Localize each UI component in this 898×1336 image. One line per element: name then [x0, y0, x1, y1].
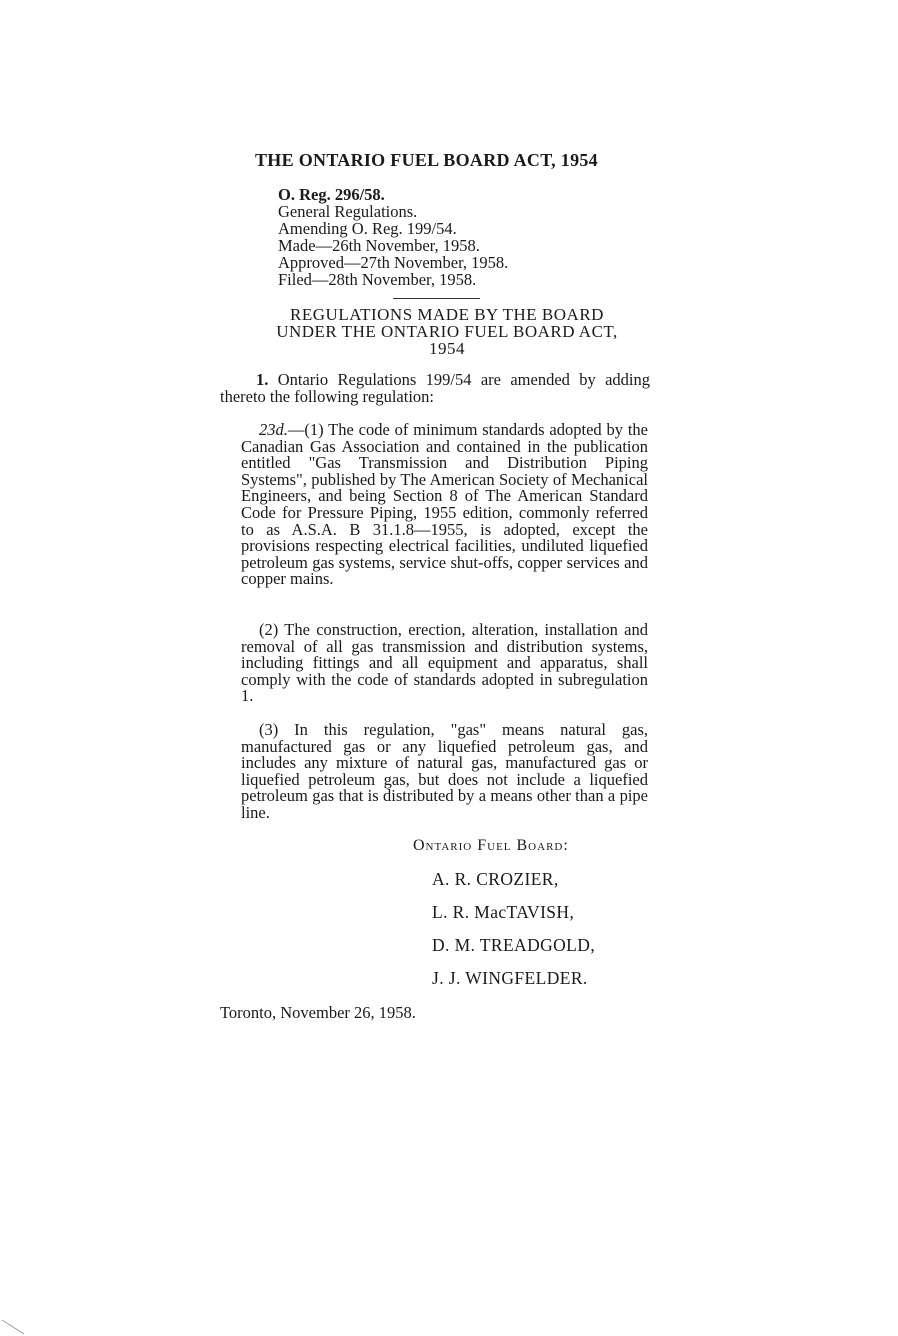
regulation-metadata: [278, 186, 508, 288]
meta-line: Made—26th November, 1958.: [278, 236, 480, 255]
signer-name: A. R. CROZIER,: [432, 869, 559, 889]
signature-block: [432, 869, 595, 1001]
act-title: THE ONTARIO FUEL BOARD ACT, 1954: [255, 150, 598, 170]
meta-line: Filed—28th November, 1958.: [278, 270, 477, 289]
heading-line: UNDER THE ONTARIO FUEL BOARD ACT,: [276, 322, 618, 341]
board-label: Ontario Fuel Board:: [413, 837, 569, 854]
divider: [393, 298, 480, 299]
subsection-3: (3) In this regulation, "gas" means natural gas, manufactured gas or any liquefied petroleum gas, and includes any mixture of natural gas, manufactured gas or liquefied petroleum gas, but does not include a liquefied petroleum gas that is distributed by a means other than a pipe line.: [241, 720, 648, 822]
signer-name: J. J. WINGFELDER.: [432, 968, 588, 988]
regulation-number: O. Reg. 296/58.: [278, 185, 385, 204]
meta-line: Amending O. Reg. 199/54.: [278, 219, 457, 238]
section-1: [220, 372, 650, 405]
heading-line: REGULATIONS MADE BY THE BOARD: [290, 305, 604, 324]
meta-line: Approved—27th November, 1958.: [278, 253, 509, 272]
section-text: Ontario Regulations 199/54 are amended by adding thereto the following regulation:: [220, 370, 651, 406]
heading-line: 1954: [429, 339, 465, 358]
place-date: Toronto, November 26, 1958.: [220, 1003, 416, 1022]
regulations-heading: [240, 306, 654, 357]
scan-artifact: [0, 1318, 30, 1336]
subsection-1-text: —(1) The code of minimum standards adopted by the Canadian Gas Association and contained in the publication entitled "Gas Transmission and Distribution Piping Systems", published by The American Society of Mechanical Engineers, and being Section 8 of The American Standard Code for Pressure Piping, 1955 edition, commonly referred to as A.S.A. B 31.1.8—1955, is adopted, except the provisions respecting electrical facilities, undiluted liquefied petroleum gas systems, service shut-offs, copper services and copper mains.: [241, 420, 648, 589]
signer-name: D. M. TREADGOLD,: [432, 935, 596, 955]
signer-name: L. R. MacTAVISH,: [432, 902, 575, 922]
meta-line: General Regulations.: [278, 202, 418, 221]
subsection-1: [241, 422, 648, 588]
regulation-label: 23d.: [259, 420, 288, 439]
subsection-2: (2) The construction, erection, alteration, installation and removal of all gas transmission and distribution systems, including fittings and all equipment and apparatus, shall comply with the code of standards adopted in subregulation 1.: [241, 620, 648, 706]
section-number: 1.: [256, 370, 269, 389]
